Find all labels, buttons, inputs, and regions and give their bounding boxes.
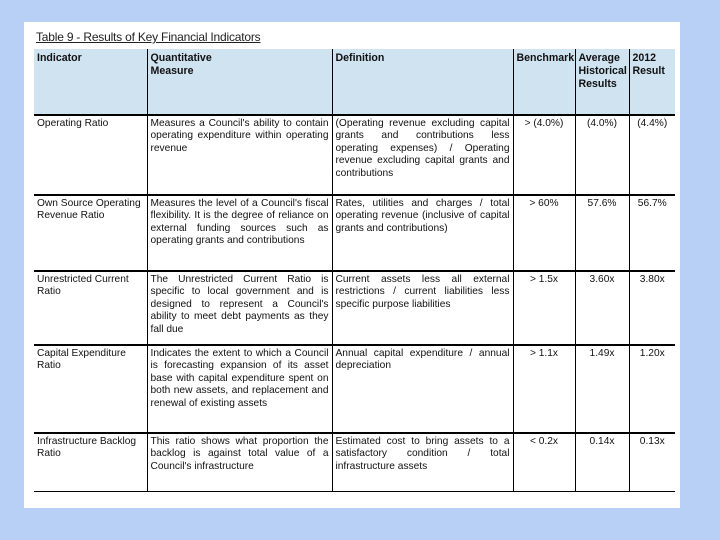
table-title: Table 9 - Results of Key Financial Indicators: [36, 30, 261, 44]
table-header-row: [34, 49, 675, 115]
cell-benchmark: > 1.1x: [513, 345, 575, 433]
cell-definition: (Operating revenue excluding capital grants and contributions less operating expenses) / Operating revenue excluding capital grants and contributions: [332, 115, 513, 195]
cell-measure: Measures a Council's ability to contain operating expenditure within operating revenue: [147, 115, 332, 195]
cell-definition: Annual capital expenditure / annual depreciation: [332, 345, 513, 433]
cell-measure: This ratio shows what proportion the backlog is against total value of a Council's infrastructure: [147, 433, 332, 491]
cell-benchmark: < 0.2x: [513, 433, 575, 491]
header-average: Average Historical Results: [575, 49, 629, 115]
cell-benchmark: > 60%: [513, 195, 575, 271]
cell-result: 0.13x: [629, 433, 675, 491]
cell-indicator: Operating Ratio: [37, 118, 109, 129]
header-definition: Definition: [332, 49, 513, 115]
cell-result: (4.4%): [629, 115, 675, 195]
cell-definition: Estimated cost to bring assets to a satisfactory condition / total infrastructure assets: [332, 433, 513, 491]
financial-indicators-table: [34, 49, 675, 492]
table-row: [34, 433, 675, 491]
cell-indicator: Infrastructure Backlog Ratio: [37, 436, 137, 460]
slide-page: [24, 22, 680, 508]
header-measure-line1: Quantitative: [150, 52, 212, 64]
header-measure-line2: Measure: [150, 64, 194, 77]
cell-definition: Current assets less all external restrictions / current liabilities less specific purpose liabilities: [332, 271, 513, 345]
cell-average: 1.49x: [575, 345, 629, 433]
cell-indicator: Unrestricted Current Ratio: [37, 274, 129, 298]
cell-measure: Measures the level of a Council's fiscal flexibility. It is the degree of reliance on external funding sources such as operating grants and contributions: [147, 195, 332, 271]
header-indicator: Indicator: [34, 49, 147, 115]
cell-average: (4.0%): [575, 115, 629, 195]
header-benchmark: Benchmark: [513, 49, 575, 115]
cell-definition: Rates, utilities and charges / total operating revenue (inclusive of capital grants and contributions): [332, 195, 513, 271]
cell-measure: Indicates the extent to which a Council is forecasting expansion of its asset base with capital expenditure spent on both new assets, and replacement and renewal of existing assets: [147, 345, 332, 433]
cell-measure: The Unrestricted Current Ratio is specific to local government and is designed to represent a Council's ability to meet debt payments as they fall due: [147, 271, 332, 345]
table-row: [34, 195, 675, 271]
cell-result: 1.20x: [629, 345, 675, 433]
table-row: [34, 271, 675, 345]
cell-benchmark: > (4.0%): [513, 115, 575, 195]
cell-result: 56.7%: [629, 195, 675, 271]
cell-indicator: Own Source Operating Revenue Ratio: [37, 198, 141, 222]
cell-indicator: Capital Expenditure Ratio: [37, 348, 126, 372]
cell-result: 3.80x: [629, 271, 675, 345]
cell-average: 3.60x: [575, 271, 629, 345]
table-row: [34, 115, 675, 195]
cell-benchmark: > 1.5x: [513, 271, 575, 345]
cell-average: 0.14x: [575, 433, 629, 491]
header-measure: [147, 49, 332, 115]
table-row: [34, 345, 675, 433]
header-result: 2012 Result: [629, 49, 675, 115]
cell-average: 57.6%: [575, 195, 629, 271]
